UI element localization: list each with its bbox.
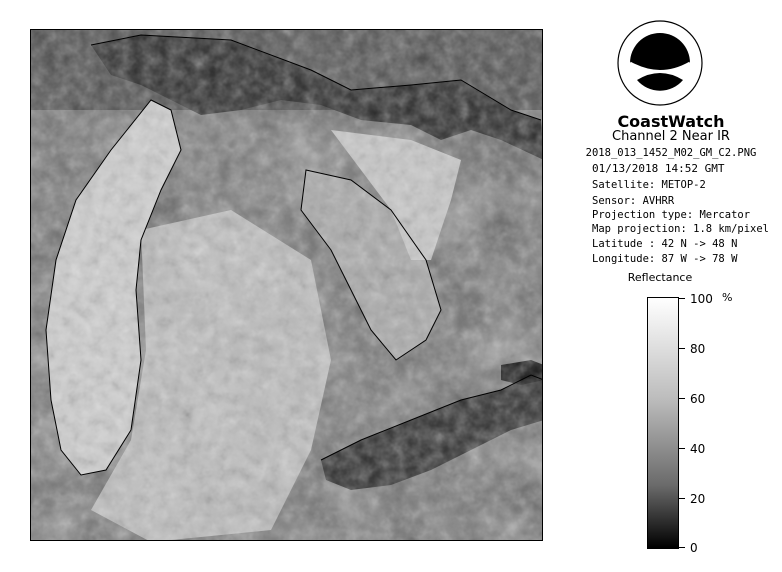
acquisition-datetime: 01/13/2018 14:52 GMT bbox=[592, 162, 725, 175]
cloud-texture bbox=[31, 30, 543, 541]
product-title: CoastWatch bbox=[617, 112, 725, 131]
tick-mark bbox=[679, 348, 685, 349]
satellite-image bbox=[31, 30, 543, 541]
tick-label: 60 bbox=[690, 392, 706, 406]
tick-label: 0 bbox=[690, 541, 698, 555]
projection-type-info: Projection type: Mercator bbox=[592, 209, 751, 221]
map-projection-info: Map projection: 1.8 km/pixel bbox=[592, 223, 770, 235]
tick-mark bbox=[679, 498, 685, 499]
tick-mark bbox=[679, 398, 685, 399]
longitude-info: Longitude: 87 W -> 78 W bbox=[592, 253, 738, 265]
noaa-logo-icon bbox=[617, 20, 703, 106]
legend-title: Reflectance bbox=[627, 271, 693, 284]
tick-label: 40 bbox=[690, 442, 706, 456]
legend-unit: % bbox=[722, 291, 733, 304]
tick-mark bbox=[679, 547, 685, 548]
image-filename: 2018_013_1452_M02_GM_C2.PNG bbox=[585, 147, 757, 159]
satellite-map bbox=[30, 29, 543, 541]
tick-mark bbox=[679, 448, 685, 449]
tick-label: 100 bbox=[690, 292, 713, 306]
sensor-info: Sensor: AVHRR bbox=[592, 195, 675, 207]
tick-label: 80 bbox=[690, 342, 706, 356]
latitude-info: Latitude : 42 N -> 48 N bbox=[592, 238, 738, 250]
tick-mark bbox=[679, 298, 685, 299]
channel-subtitle: Channel 2 Near IR bbox=[612, 129, 730, 144]
tick-label: 20 bbox=[690, 492, 706, 506]
satellite-info: Satellite: METOP-2 bbox=[592, 179, 706, 191]
reflectance-colorbar bbox=[647, 297, 679, 549]
